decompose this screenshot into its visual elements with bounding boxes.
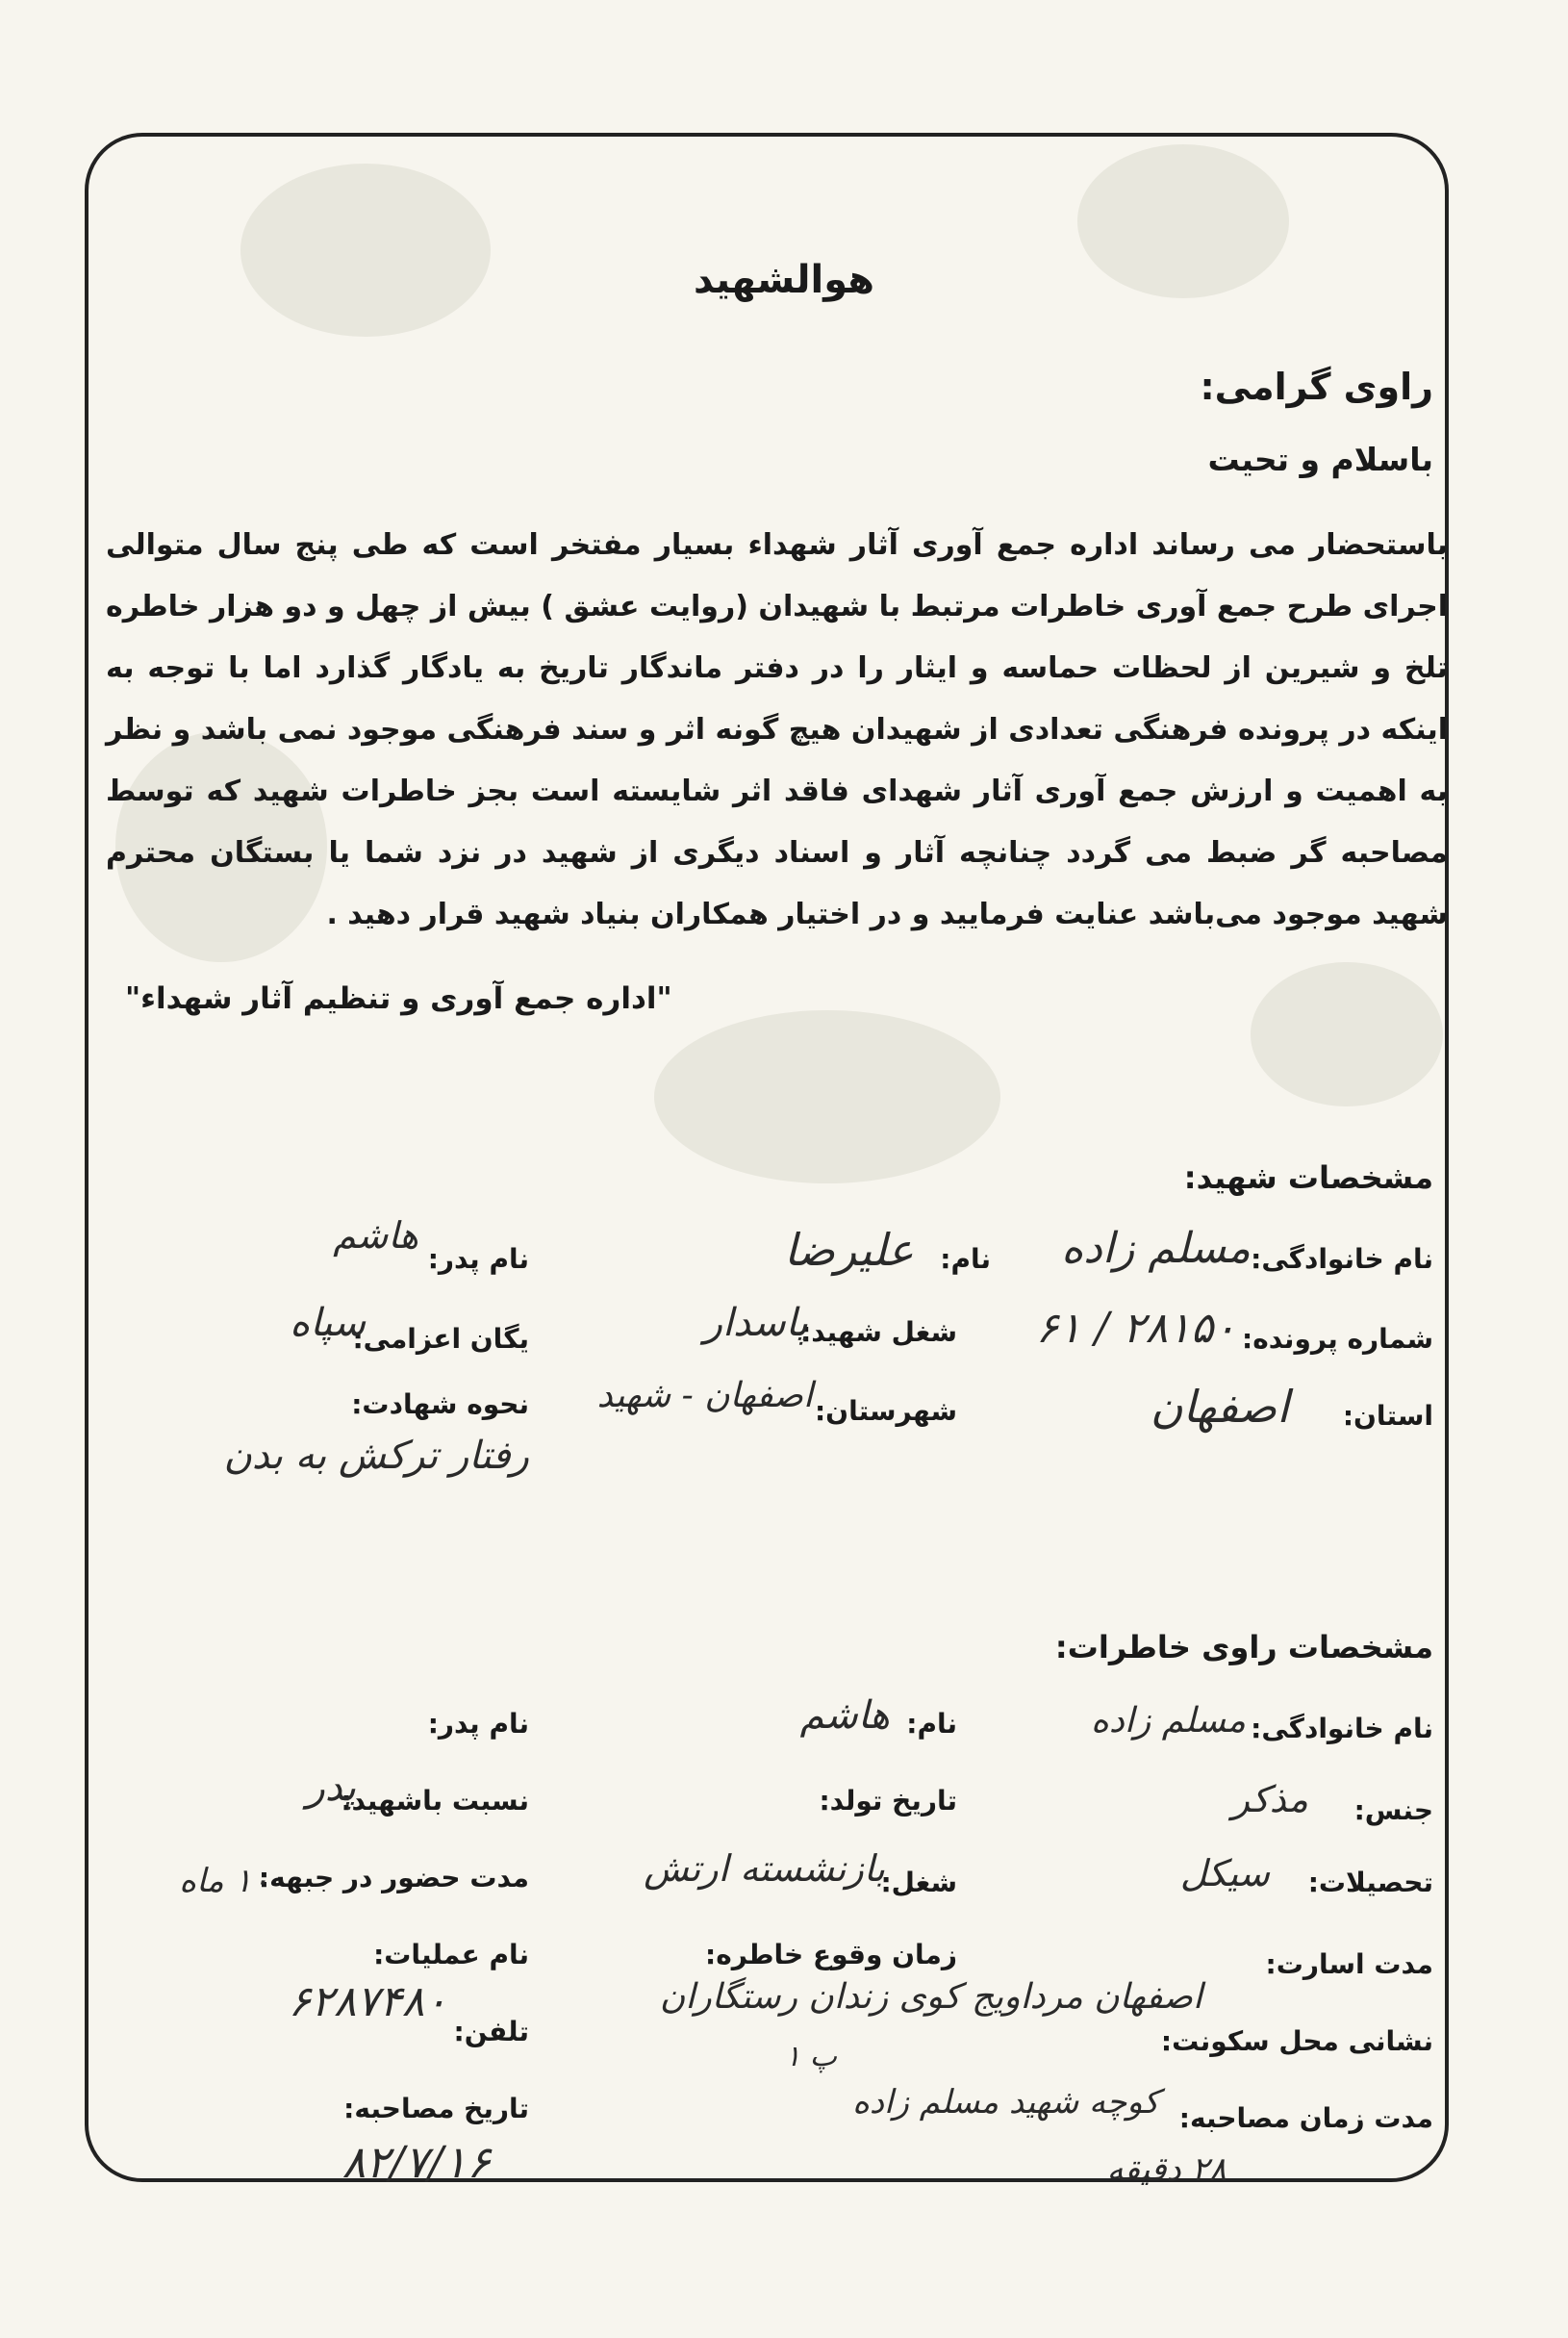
narrator-first-name-value: هاشم — [799, 1693, 890, 1738]
martyr-family-name-value: مسلم زاده — [1061, 1224, 1251, 1273]
narrator-address-label: نشانی محل سکونت: — [1160, 2025, 1433, 2057]
narrator-birth-date-label: تاریخ تولد: — [819, 1785, 957, 1817]
greeting: باسلام و تحیت — [1207, 441, 1433, 478]
martyr-military-unit-label: یگان اعزامی: — [352, 1323, 529, 1355]
martyr-file-number-label: شماره پرونده: — [1242, 1323, 1433, 1355]
narrator-captivity-duration-label: مدت اسارت: — [1265, 1948, 1433, 1980]
narrator-gender-label: جنس: — [1353, 1794, 1433, 1826]
martyr-occupation-label: شغل شهید: — [800, 1316, 957, 1348]
martyr-province-label: استان: — [1342, 1400, 1433, 1432]
martyr-father-name-label: نام پدر: — [427, 1243, 529, 1275]
signature-office: "اداره جمع آوری و تنظیم آثار شهداء" — [125, 981, 672, 1016]
martyr-section-title: مشخصات شهید: — [1183, 1159, 1433, 1196]
narrator-front-duration-label: مدت حضور در جبهه: — [258, 1862, 529, 1893]
narrator-interview-duration-value: ۲۸ دقیقه — [1106, 2150, 1227, 2189]
narrator-occupation-value: بازنشسته ارتش — [644, 1847, 885, 1890]
narrator-occupation-label: شغل: — [880, 1867, 957, 1898]
narrator-family-name-label: نام خانوادگی: — [1251, 1713, 1433, 1744]
martyr-martyrdom-manner-label: نحوه شهادت: — [351, 1388, 529, 1420]
narrator-education-value: سیکل — [1179, 1852, 1270, 1894]
narrator-front-duration-value: ۱۰ ماه — [179, 1862, 269, 1900]
narrator-phone-label: تلفن: — [453, 2016, 529, 2047]
narrator-memory-time-label: زمان وقوع خاطره: — [705, 1939, 957, 1970]
martyr-first-name-label: نام: — [940, 1243, 991, 1275]
martyr-province-value: اصفهان — [1150, 1381, 1289, 1433]
martyr-family-name-label: نام خانوادگی: — [1251, 1243, 1433, 1275]
martyr-occupation-value: پاسدار — [703, 1301, 808, 1345]
narrator-gender-value: مذکر — [1231, 1778, 1308, 1820]
martyr-first-name-value: علیرضا — [783, 1224, 914, 1276]
narrator-section-title: مشخصات راوی خاطرات: — [1054, 1629, 1433, 1665]
narrator-interview-date-label: تاریخ مصاحبه: — [343, 2093, 529, 2124]
narrator-phone-value: ۶۲۸۷۴۸۰ — [288, 1977, 447, 2026]
narrator-address-line2: کوچه شهید مسلم زاده — [852, 2083, 1159, 2122]
page-title: هوالشهید — [693, 258, 875, 302]
narrator-first-name-label: نام: — [906, 1708, 957, 1740]
martyr-military-unit-value: سپاه — [290, 1301, 366, 1345]
narrator-father-name-label: نام پدر: — [427, 1708, 529, 1740]
narrator-family-name-value: مسلم زاده — [1091, 1701, 1246, 1741]
narrator-operation-name-label: نام عملیات: — [373, 1939, 529, 1970]
narrator-relation-label: نسبت باشهید: — [341, 1785, 529, 1817]
narrator-education-label: تحصیلات: — [1307, 1867, 1433, 1898]
narrator-address-line1: اصفهان مرداویج کوی زندان رستگاران — [659, 1977, 1202, 2017]
narrator-address-plate: پ ۱ — [785, 2040, 837, 2073]
martyr-martyrdom-manner-value: رفتار ترکش به بدن — [223, 1434, 529, 1478]
martyr-file-number-value: ۲۸۱۵۰ / ۶۱ — [1035, 1304, 1236, 1353]
martyr-city-value: اصفهان - شهید — [596, 1376, 813, 1415]
narrator-interview-duration-label: مدت زمان مصاحبه: — [1178, 2102, 1433, 2134]
letter-paragraph: باستحضار می رساند اداره جمع آوری آثار شهداء بسیار مفتخر است که طی پنج سال متوالی اجرای طرح جمع آوری خاطرات مرتبط با شهیدان (روایت عشق ) بیش از چهل و دو هزار خاطره تلخ و شیرین از لحظات حماسه و ایثار را در دفتر ماندگار تاریخ به یادگار گذارد اما با توجه به اینکه در پرونده فرهنگی تعدادی از شهیدان هیچ گونه اثر و سند فرهنگی موجود نمی باشد و نظر به اهمیت و ارزش جمع آوری آثار شهدای فاقد اثر شایسته است بجز خاطرات شهید که توسط مصاحبه گر ضبط می گردد چنانچه آثار و اسناد دیگری از شهید در نزد شما یا بستگان محترم شهید موجود می‌باشد عنایت فرمایید و در اختیار همکاران بنیاد شهید قرار دهید . — [106, 528, 1448, 931]
martyr-father-name-value: هاشم — [333, 1214, 418, 1257]
martyr-city-label: شهرستان: — [814, 1395, 957, 1427]
narrator-relation-value: پدر — [306, 1766, 356, 1810]
narrator-interview-date-value: ۸۲/۷/۱۶ — [341, 2136, 491, 2188]
addressee: راوی گرامی: — [1200, 366, 1433, 408]
